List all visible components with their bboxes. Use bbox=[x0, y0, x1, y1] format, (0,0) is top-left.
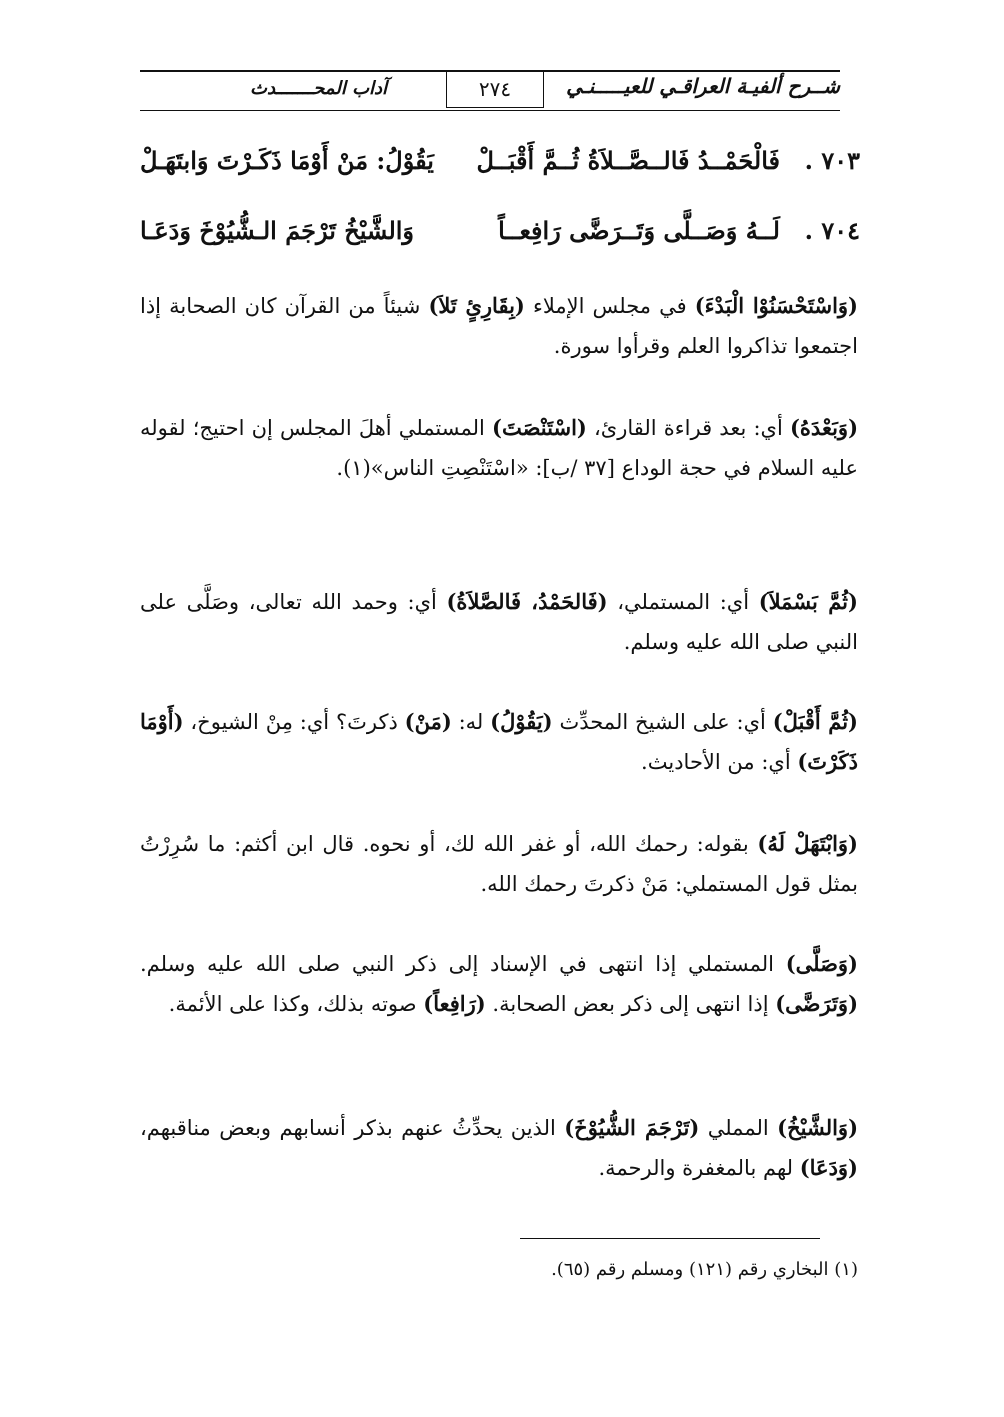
commentary-paragraph bbox=[140, 944, 858, 1024]
page-number: ٢٧٤ bbox=[446, 70, 544, 108]
commentary-paragraph bbox=[140, 408, 858, 488]
matn-quote: (وَاسْتَحْسَنُوْا الْبَدْءَ) bbox=[694, 293, 858, 318]
verse-first-hemistich: فَالْحَمْــدُ فَالــصَّــلاَةُ ثُــمَّ أَقْبَــلْ bbox=[476, 146, 780, 175]
commentary-text: إذا انتهى إلى ذكر بعض الصحابة. bbox=[485, 992, 776, 1016]
commentary-paragraph bbox=[140, 286, 858, 366]
commentary-paragraph bbox=[140, 824, 858, 904]
commentary-text: له: bbox=[451, 710, 491, 734]
header-bottom-rule bbox=[140, 110, 840, 111]
commentary-paragraph bbox=[140, 582, 858, 662]
chapter-title: آداب المحـــــــدث bbox=[250, 78, 388, 99]
verse-number: ٧٠٣ . bbox=[804, 146, 860, 175]
matn-quote: (فَالحَمْدُ، فَالصَّلاَةُ) bbox=[446, 589, 608, 614]
commentary-text: لهم بالمغفرة والرحمة. bbox=[598, 1156, 800, 1180]
commentary-text: في مجلس الإملاء bbox=[524, 294, 695, 318]
matn-quote: (ثُمَّ بَسْمَلاَ) bbox=[758, 589, 858, 614]
matn-quote: (وَابْتَهَلْ لَهُ) bbox=[757, 831, 858, 856]
commentary-text: المملي bbox=[699, 1116, 778, 1140]
commentary-text: أي: وحمد الله تعالى، وصَلَّى على النبي صلى الله عليه وسلم. bbox=[140, 590, 858, 654]
commentary-text: المستملي أهلَ المجلس إن احتيج؛ لقوله عليه السلام في حجة الوداع [٣٧ /ب]: «اسْتَنْصِتِ الناس»(١). bbox=[140, 416, 858, 480]
commentary-text: أي: المستملي، bbox=[607, 590, 759, 614]
matn-quote: (رَافِعاً) bbox=[423, 991, 486, 1016]
commentary-text: أي: بعد قراءة القارئ، bbox=[586, 416, 790, 440]
matn-quote: (وَصَلَّى) bbox=[785, 951, 858, 976]
page-header bbox=[140, 62, 840, 112]
book-title: شــرح ألفيـة العراقـي للعيـــــنـي bbox=[566, 74, 840, 98]
commentary-text: المستملي إذا انتهى في الإسناد إلى ذكر النبي صلى الله عليه وسلم. bbox=[140, 952, 786, 976]
commentary-text: ذكرتَ؟ أي: مِنْ الشيوخ، bbox=[183, 710, 405, 734]
commentary-text: شيئاً من القرآن كان الصحابة إذا اجتمعوا تذاكروا العلم وقرأوا سورة. bbox=[140, 294, 858, 358]
matn-quote: (وَتَرَضَّى) bbox=[775, 991, 858, 1016]
matn-quote: (مَنْ) bbox=[404, 709, 452, 734]
matn-quote: (ثُمَّ أَقْبَلْ) bbox=[772, 709, 858, 734]
commentary-paragraph bbox=[140, 1108, 858, 1188]
commentary-paragraph bbox=[140, 702, 858, 782]
matn-quote: (وَدَعَا) bbox=[799, 1155, 858, 1180]
footnote-separator bbox=[520, 1238, 820, 1239]
matn-quote: (يَقُوْلُ) bbox=[490, 709, 553, 734]
verse-second-hemistich: وَالشَّيْخُ تَرْجَمَ الـشُّيُوْخَ وَدَعَـا bbox=[140, 216, 415, 245]
matn-quote: (تَرْجَمَ الشُّيُوْخَ) bbox=[564, 1115, 700, 1140]
verse-704 bbox=[140, 210, 860, 254]
commentary-text: أي: على الشيخ المحدِّث bbox=[552, 710, 773, 734]
matn-quote: (أَوْمَا ذَكَرْتَ) bbox=[140, 709, 858, 774]
commentary-text: أي: من الأحاديث. bbox=[641, 750, 798, 774]
commentary-text: صوته بذلك، وكذا على الأئمة. bbox=[168, 992, 424, 1016]
footnote: (١) البخاري رقم (١٢١) ومسلم رقم (٦٥). bbox=[551, 1259, 858, 1280]
verse-703 bbox=[140, 140, 860, 184]
matn-quote: (وَالشَّيْخُ) bbox=[777, 1115, 859, 1140]
matn-quote: (وَبَعْدَهُ) bbox=[789, 415, 858, 440]
commentary-text: بقوله: رحمك الله، أو غفر الله لك، أو نحوه. قال ابن أكثم: ما سُرِرْتُ بمثل قول المستملي: مَنْ ذكرتَ رحمك الله. bbox=[140, 832, 858, 896]
matn-quote: (اسْتَنْصَتَ) bbox=[492, 415, 587, 440]
verse-number: ٧٠٤ . bbox=[804, 216, 860, 245]
verse-second-hemistich: يَقُوْلُ: مَنْ أَوْمَا ذَكَـرْتَ وَابتَهَـلْ bbox=[140, 146, 434, 175]
commentary-text: الذين يحدِّثُ عنهم بذكر أنسابهم وبعض مناقبهم، bbox=[140, 1116, 565, 1140]
verse-first-hemistich: لَــهُ وَصَــلَّى وَتَــرَضَّى رَافِعــاً bbox=[498, 216, 780, 245]
matn-quote: (بِقَارِئٍ تَلاَ) bbox=[428, 293, 525, 318]
